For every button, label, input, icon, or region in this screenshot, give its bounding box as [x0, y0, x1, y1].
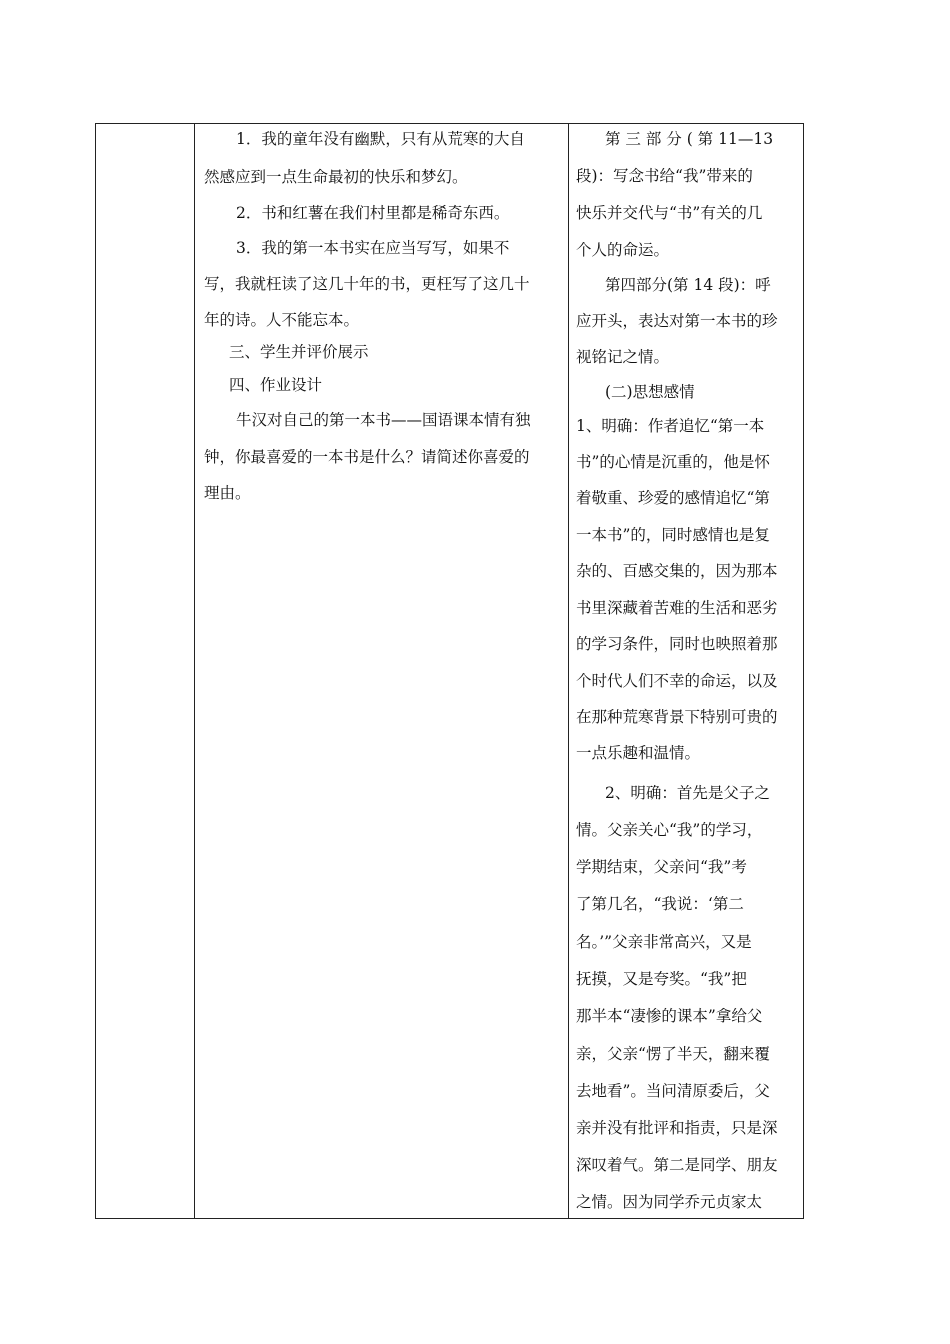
column-divider-2 — [568, 124, 569, 1218]
right-line: 第四部分(第 14 段)：呼 — [605, 276, 771, 294]
right-line: 2、明确：首先是父子之 — [605, 784, 770, 802]
right-line: 亲，父亲“愣了半天，翻来覆 — [576, 1045, 770, 1063]
right-line: 个时代人们不幸的命运，以及 — [576, 672, 778, 690]
right-line: 快乐并交代与“书”有关的几 — [576, 204, 763, 222]
middle-line: 1．我的童年没有幽默，只有从荒寒的大自 — [236, 130, 525, 148]
middle-line: 写，我就枉读了这几十年的书，更枉写了这几十 — [204, 275, 530, 293]
lesson-table — [95, 123, 804, 1219]
right-line: 名。’”父亲非常高兴，又是 — [576, 933, 752, 951]
right-line: 抚摸，又是夸奖。“我”把 — [576, 970, 747, 988]
right-line: 那半本“凄惨的课本”拿给父 — [576, 1007, 763, 1025]
right-line: 学期结束，父亲问“我”考 — [576, 858, 747, 876]
right-line: 一点乐趣和温情。 — [576, 744, 701, 762]
right-line: 书”的心情是沉重的，他是怀 — [576, 453, 770, 471]
section-heading: 四、作业设计 — [229, 376, 323, 394]
right-line: 应开头，表达对第一本书的珍 — [576, 312, 778, 330]
right-line: 杂的、百感交集的，因为那本 — [576, 562, 778, 580]
right-line: 深叹着气。第二是同学、朋友 — [576, 1156, 778, 1174]
section-heading: (二)思想感情 — [605, 383, 695, 401]
middle-line: 牛汉对自己的第一本书——国语课本情有独 — [236, 411, 531, 429]
right-line: 一本书”的，同时感情也是复 — [576, 526, 770, 544]
right-line: 之情。因为同学乔元贞家太 — [576, 1193, 763, 1211]
middle-line: 2．书和红薯在我们村里都是稀奇东西。 — [236, 204, 510, 222]
right-line: 个人的命运。 — [576, 241, 670, 259]
middle-line: 年的诗。人不能忘本。 — [204, 311, 360, 329]
right-line: 在那种荒寒背景下特别可贵的 — [576, 708, 778, 726]
right-line: 了第几名，“我说：‘第二 — [576, 895, 744, 913]
right-line: 视铭记之情。 — [576, 348, 670, 366]
right-line: 段)：写念书给“我”带来的 — [576, 167, 753, 185]
middle-line: 3．我的第一本书实在应当写写，如果不 — [236, 239, 510, 257]
middle-line: 然感应到一点生命最初的快乐和梦幻。 — [204, 168, 468, 186]
right-line: 着敬重、珍爱的感情追忆“第 — [576, 489, 770, 507]
right-line: 第 三 部 分 ( 第 11—13 — [605, 130, 774, 148]
right-line: 情。父亲关心“我”的学习， — [576, 821, 763, 839]
right-line: 去地看”。当问清原委后，父 — [576, 1082, 770, 1100]
right-line: 书里深藏着苦难的生活和恶劣 — [576, 599, 778, 617]
middle-line: 理由。 — [204, 484, 251, 502]
column-divider-1 — [194, 124, 195, 1218]
middle-line: 钟，你最喜爱的一本书是什么？请简述你喜爱的 — [204, 448, 530, 466]
right-line: 亲并没有批评和指责，只是深 — [576, 1119, 778, 1137]
right-line: 的学习条件，同时也映照着那 — [576, 635, 778, 653]
section-heading: 三、学生并评价展示 — [229, 343, 369, 361]
right-line: 1、明确：作者追忆“第一本 — [576, 417, 765, 435]
